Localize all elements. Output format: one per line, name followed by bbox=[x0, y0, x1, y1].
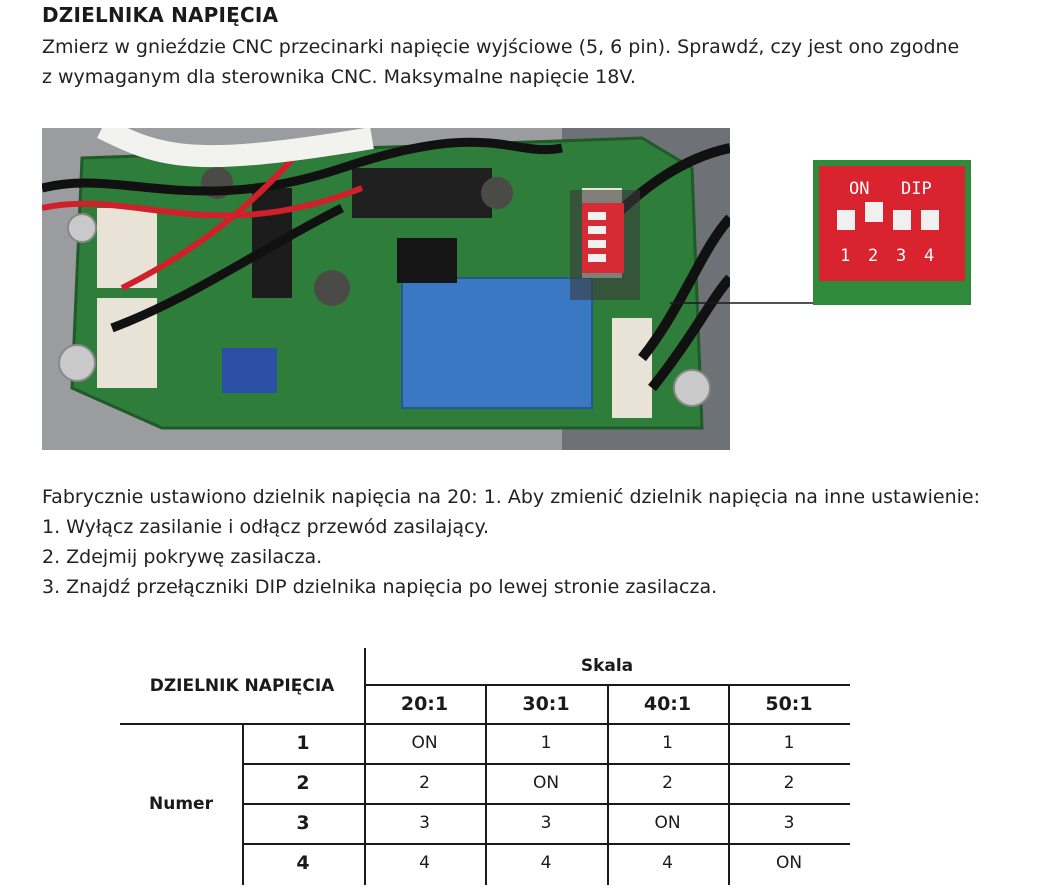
intro-paragraph bbox=[42, 32, 1002, 92]
table-cell: 2 bbox=[783, 773, 795, 793]
intro-line: z wymaganym dla sterownika CNC. Maksymalne napięcie 18V. bbox=[42, 66, 636, 88]
row-number: 2 bbox=[296, 772, 310, 794]
row-number: 4 bbox=[296, 852, 310, 874]
number-label: Numer bbox=[149, 794, 213, 814]
table-cell: 4 bbox=[419, 853, 430, 873]
switch-number: 3 bbox=[896, 246, 907, 266]
instruction-step: 1. Wyłącz zasilanie i odłącz przewód zasilający. bbox=[42, 516, 490, 538]
instructions bbox=[42, 482, 1022, 602]
dip-switch-inset bbox=[813, 160, 971, 305]
row-number: 1 bbox=[296, 732, 310, 754]
table-cell: 4 bbox=[540, 853, 552, 873]
table-cell: 3 bbox=[783, 813, 795, 833]
switch-number: 1 bbox=[840, 246, 851, 266]
table-cell: 1 bbox=[662, 733, 673, 753]
table-cell: 2 bbox=[419, 773, 430, 793]
table-cell: ON bbox=[654, 813, 681, 833]
intro-line: Zmierz w gnieździe CNC przecinarki napięcie wyjściowe (5, 6 pin). Sprawdź, czy jest ono zgodne bbox=[42, 36, 960, 58]
table-cell: ON bbox=[532, 773, 560, 793]
row-number: 3 bbox=[296, 812, 310, 834]
table-cell: 3 bbox=[540, 813, 552, 833]
table-cell: 2 bbox=[662, 773, 673, 793]
switch-number: 4 bbox=[924, 246, 935, 266]
table-cell: 1 bbox=[783, 733, 795, 753]
instruction-step: 3. Znajdź przełączniki DIP dzielnika napięcia po lewej stronie zasilacza. bbox=[42, 576, 718, 598]
table-cell: ON bbox=[775, 853, 803, 873]
table-cell: 1 bbox=[540, 733, 552, 753]
on-label: ON bbox=[849, 179, 870, 199]
page-title: DZIELNIKA NAPIĘCIA bbox=[42, 3, 279, 27]
column-header-20-1: 20:1 bbox=[400, 692, 449, 715]
table-row-group-header: DZIELNIK NAPIĘCIA bbox=[149, 675, 335, 696]
column-header-50-1: 50:1 bbox=[765, 692, 813, 715]
dip-switch-4 bbox=[921, 210, 939, 230]
switch-number: 2 bbox=[868, 246, 879, 266]
column-header-30-1: 30:1 bbox=[522, 692, 570, 715]
column-header-40-1: 40:1 bbox=[643, 692, 692, 715]
dip-label: DIP bbox=[901, 179, 932, 199]
dip-switch-2 bbox=[865, 202, 883, 222]
table-cell: 3 bbox=[419, 813, 430, 833]
table-cell: ON bbox=[411, 733, 438, 753]
instruction-step: 2. Zdejmij pokrywę zasilacza. bbox=[42, 546, 323, 568]
dip-switch-3 bbox=[893, 210, 911, 230]
table-cell: 4 bbox=[662, 853, 673, 873]
dip-switch-1 bbox=[837, 210, 855, 230]
table-scale-header: Skala bbox=[580, 656, 634, 676]
instruction-line: Fabrycznie ustawiono dzielnik napięcia na 20: 1. Aby zmienić dzielnik napięcia na inne ustawienie: bbox=[42, 486, 981, 508]
